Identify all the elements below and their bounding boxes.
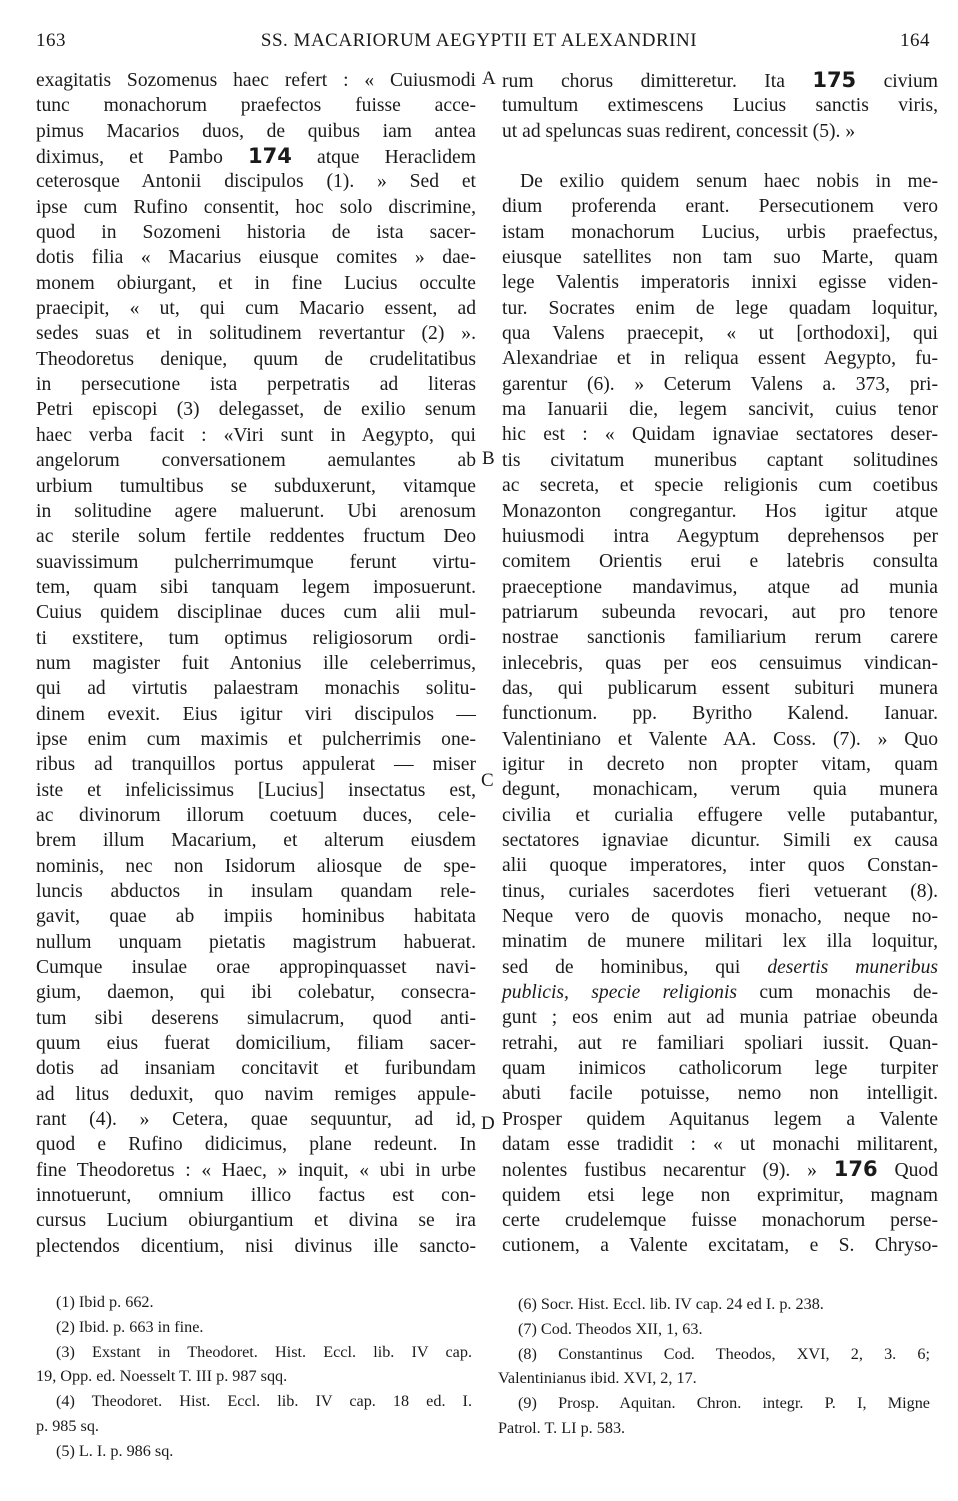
text-line: nominis, nec non Isidorum aliosque de spe- xyxy=(36,855,476,877)
text-line: angelorum conversationem aemulantes ab xyxy=(36,450,476,472)
text-line: urbium tumultibus se subduxerunt, vitamque xyxy=(36,475,476,497)
page-number-right: 164 xyxy=(900,30,930,51)
footnote: (7) Cod. Theodos XII, 1, 63. xyxy=(518,1319,703,1338)
text-line: fine Theodoretus : « Haec, » inquit, « ubi in urbe xyxy=(36,1159,476,1181)
margin-letter-c: C xyxy=(481,770,494,791)
text-segment: cum monachis de- xyxy=(759,982,938,1004)
italic-segment: publicis, specie religionis xyxy=(502,982,738,1004)
text-line: in solitudine agere maluerunt. Ubi arenosum xyxy=(36,500,476,522)
left-text-column xyxy=(36,68,476,1259)
text-line: gunt ; eos enim aut ad munia patriae obeunda xyxy=(502,1007,938,1029)
text-segment: atque Heraclidem xyxy=(317,147,476,169)
footnote: (3) Exstant in Theodoret. Hist. Eccl. lib. IV cap. xyxy=(56,1342,472,1361)
text-line: tem, quam sibi tanquam legem imposuerunt. xyxy=(36,576,476,598)
text-segment: rum chorus dimitteretur. Ita xyxy=(502,71,785,92)
footnote-continuation: Patrol. T. LI p. 583. xyxy=(498,1418,626,1437)
text-line: istam monachorum Lucius, urbis praefectus, xyxy=(502,221,938,243)
text-line: nostrae sanctionis familiarium rerum carere xyxy=(502,627,938,649)
footnote: (2) Ibid. p. 663 in fine. xyxy=(56,1317,204,1336)
footnote: (9) Prosp. Aquitan. Chron. integr. P. I, Migne xyxy=(518,1394,930,1413)
text-line: exagitatis Sozomenus haec refert : « Cuiusmodi xyxy=(36,70,476,91)
text-line: ribus ad tranquillos portus appulerat — miser xyxy=(36,754,476,776)
text-line: gavit, quae ab impiis hominibus habitata xyxy=(36,906,476,928)
text-segment: civium xyxy=(883,71,938,92)
text-line: Alexandriae et in reliqua essent Aegypto, fu- xyxy=(502,348,938,370)
text-line: ut ad speluncas suas redirent, concessit (5). » xyxy=(502,120,856,142)
text-line: eiusque satellites non tam suo Marte, quam xyxy=(502,247,938,269)
text-line: pimus Macarios duos, de quibus iam antea xyxy=(36,120,476,142)
text-line: haec verba facit : «Viri sunt in Aegypto, qui xyxy=(36,424,476,446)
text-line: praecipit, « ut, qui cum Macario essent, ad xyxy=(36,298,476,320)
text-line: garentur (6). » Ceterum Valens a. 373, pri- xyxy=(502,373,938,395)
text-line: degunt, monachicam, verum quia munera xyxy=(502,779,938,801)
margin-letter-b: B xyxy=(482,448,495,469)
text-line: Cumque insulae orae appropinquasset navi- xyxy=(36,957,476,979)
text-line: quam inimicos catholicorum lege turpiter xyxy=(502,1058,938,1080)
text-line xyxy=(36,144,476,169)
text-line xyxy=(502,980,938,1005)
text-segment: nolentes fustibus necarentur (9). » xyxy=(502,1160,817,1182)
text-line: Monazonton congregantur. Hos igitur atque xyxy=(502,500,938,522)
paragraph-gap xyxy=(502,144,938,169)
text-line xyxy=(502,955,938,980)
text-line: ac secreta, et specie religionis cum coetibus xyxy=(502,475,938,497)
text-line: ac sterile solum fertile reddentes fructum Deo xyxy=(36,526,476,548)
running-title: SS. MACARIORUM AEGYPTII ET ALEXANDRINI xyxy=(260,30,698,51)
text-segment: Quod xyxy=(894,1160,938,1182)
text-line: sedes suas et in solitudinem revertantur (2) ». xyxy=(36,323,476,345)
marginal-page-number: 176 xyxy=(833,1157,878,1182)
marginal-page-number: 174 xyxy=(248,144,292,169)
text-line: qui ad virtutis palaestram monachis solitu- xyxy=(36,678,476,700)
footnote: (8) Constantinus Cod. Theodos, XVI, 2, 3. 6; xyxy=(518,1344,930,1363)
footnote-continuation: Valentinianus ibid. XVI, 2, 17. xyxy=(498,1369,697,1388)
text-line: inlecebris, quas per eos censuimus vindican- xyxy=(502,652,938,674)
text-line: tis civitatum muneribus captant solitudines xyxy=(502,449,938,471)
footnotes-left xyxy=(36,1290,472,1464)
text-line: igitur in decreto non propter vitam, quam xyxy=(502,753,938,775)
footnotes-right xyxy=(498,1292,930,1441)
text-line: functionum. pp. Byritho Kalend. Ianuar. xyxy=(502,703,938,725)
text-line: tunc monachorum praefectos fuisse acce- xyxy=(36,95,476,117)
text-line: plectendos dicentium, nisi divinus ille sancto- xyxy=(36,1235,476,1257)
text-line: Petri episcopi (3) delegasset, de exilio senum xyxy=(36,399,476,421)
running-header xyxy=(28,30,930,60)
text-line: retrahi, aut re familiari spoliari iussit. Quan- xyxy=(502,1032,938,1054)
text-line: Theodoretus denique, quum de crudelitatibus xyxy=(36,348,476,370)
text-line: cutionem, a Valente excitatam, e S. Chryso- xyxy=(502,1235,938,1257)
text-line: comitem Orientis erui e latebris consulta xyxy=(502,551,938,573)
text-line: De exilio quidem senum haec nobis in me- xyxy=(520,171,938,193)
text-line: tinus, curiales sacerdotes fieri vetuerant (8). xyxy=(502,880,938,902)
text-line: alii quoque imperatores, inter quos Constan- xyxy=(502,855,938,877)
text-line: civilia et curialia effugere velle putabantur, xyxy=(502,804,938,826)
text-line: hic est : « Quidam ignaviae sectatores deser- xyxy=(502,424,938,446)
text-line: patriarum subeunda revocari, aut pro tenore xyxy=(502,601,938,623)
footnote-continuation: 19, Opp. ed. Noesselt T. III p. 987 sqq. xyxy=(36,1367,288,1386)
text-line: monem obiurgant, et in fine Lucius occulte xyxy=(36,272,476,294)
text-line: datam esse tradidit : « ut monachi militarent, xyxy=(502,1134,938,1156)
text-line: dotis filia « Macarius eiusque comites » dae- xyxy=(36,247,476,269)
text-line: quum eius fuerat domicilium, filiam sacer- xyxy=(36,1033,476,1055)
text-line: gium, daemon, qui ibi colebatur, consecra- xyxy=(36,982,476,1004)
text-line: quod e Rufino didicimus, plane redeunt. In xyxy=(36,1134,476,1156)
text-line: minatim de munere militari lex illa loquitur, xyxy=(502,931,938,953)
text-line: praeceptione mandavimus, atque ad munia xyxy=(502,576,938,598)
text-line: qua Valens praecepit, « ut [orthodoxi], qui xyxy=(502,323,938,345)
text-line: ipse enim cum maximis et pulcherrimis one- xyxy=(36,728,476,750)
text-line: brem illum Macarium, et alterum eiusdem xyxy=(36,830,476,852)
margin-letter-d: D xyxy=(481,1113,495,1134)
italic-segment: desertis muneribus xyxy=(767,956,938,978)
footnote: (6) Socr. Hist. Eccl. lib. IV cap. 24 ed I. p. 238. xyxy=(518,1295,824,1313)
text-line: innotuerunt, omnium illico factus est con- xyxy=(36,1185,476,1207)
right-text-column xyxy=(502,68,938,1259)
text-line: Cuius quidem disciplinae duces cum alii mul- xyxy=(36,602,476,624)
text-line: tum sibi deserens simulacrum, quod anti- xyxy=(36,1007,476,1029)
text-line: ti exstitere, tum optimus religiosorum ordi- xyxy=(36,627,476,649)
footnote: (4) Theodoret. Hist. Eccl. lib. IV cap. 18 ed. I. xyxy=(56,1392,472,1411)
text-line: Prosper quidem Aquitanus legem a Valente xyxy=(502,1108,938,1130)
text-line: quidem etsi lege non exprimitur, magnam xyxy=(502,1184,938,1206)
text-line: quod in Sozomeni historia de ista sacer- xyxy=(36,222,476,244)
text-line: in persecutione ista perpetratis ad literas xyxy=(36,374,476,396)
footnote-continuation: p. 985 sq. xyxy=(36,1416,99,1435)
text-line: cursus Lucium obiurgantium et divina se ira xyxy=(36,1210,476,1232)
text-line: abuti facile potuisse, nemo non intelligit. xyxy=(502,1083,938,1105)
text-line: sectatores ignaviae dicuntur. Simili ex causa xyxy=(502,829,938,851)
text-line: num magister fuit Antonius ille celeberrimus, xyxy=(36,652,476,674)
text-line: Neque vero de quovis monacho, neque no- xyxy=(502,906,938,927)
text-line: huiusmodi intra Aegyptum deprehensos per xyxy=(502,525,938,547)
text-line: certe crudelemque fuisse monachorum perse- xyxy=(502,1210,938,1232)
text-segment: diximus, et Pambo xyxy=(36,147,223,169)
margin-letter-a: A xyxy=(482,68,496,89)
text-line: ad litus deduxit, quo navim remiges appule- xyxy=(36,1083,476,1105)
text-line: ac divinorum illorum coetuum duces, cele- xyxy=(36,804,476,826)
text-line: ipse cum Rufino consentit, hoc solo discrimine, xyxy=(36,196,476,218)
text-line xyxy=(502,1157,938,1182)
text-line: tumultum extimescens Lucius sanctis viris, xyxy=(502,95,938,117)
text-line: dotis ad insaniam concitavit et furibundam xyxy=(36,1058,476,1080)
text-line: rant (4). » Cetera, quae sequuntur, ad id, xyxy=(36,1109,476,1131)
text-line: iste et infelicissimus [Lucius] insectatus est, xyxy=(36,779,476,801)
text-line: ceterosque Antonii discipulos (1). » Sed et xyxy=(36,171,476,193)
text-line: luncis abductos in insulam quandam rele- xyxy=(36,881,476,902)
text-line: dinem evexit. Eius igitur viri discipulos — xyxy=(36,703,476,725)
text-line: ma Ianuarii die, legem sancivit, cuius tenor xyxy=(502,399,938,421)
text-segment: sed de hominibus, qui xyxy=(502,956,741,978)
footnote: (1) Ibid p. 662. xyxy=(56,1293,154,1311)
page-number-left: 163 xyxy=(36,30,66,51)
marginal-page-number: 175 xyxy=(812,68,857,92)
footnote: (5) L. I. p. 986 sq. xyxy=(56,1441,174,1460)
text-line: nullum unquam pietatis magistrum habuerat. xyxy=(36,931,476,953)
text-line: Valentiniano et Valente AA. Coss. (7). » Quo xyxy=(502,728,938,750)
text-line: lege Valentis imperatoris innixi egisse viden- xyxy=(502,272,938,294)
text-line: suavissimum pulcherrimumque ferunt virtu- xyxy=(36,551,476,573)
text-line: tur. Socrates enim de lege quadam loquitur, xyxy=(502,297,938,319)
text-line xyxy=(502,68,938,93)
text-line: das, qui publicarum essent subituri munera xyxy=(502,677,938,699)
text-line: dium proferenda erant. Persecutionem vero xyxy=(502,196,938,218)
